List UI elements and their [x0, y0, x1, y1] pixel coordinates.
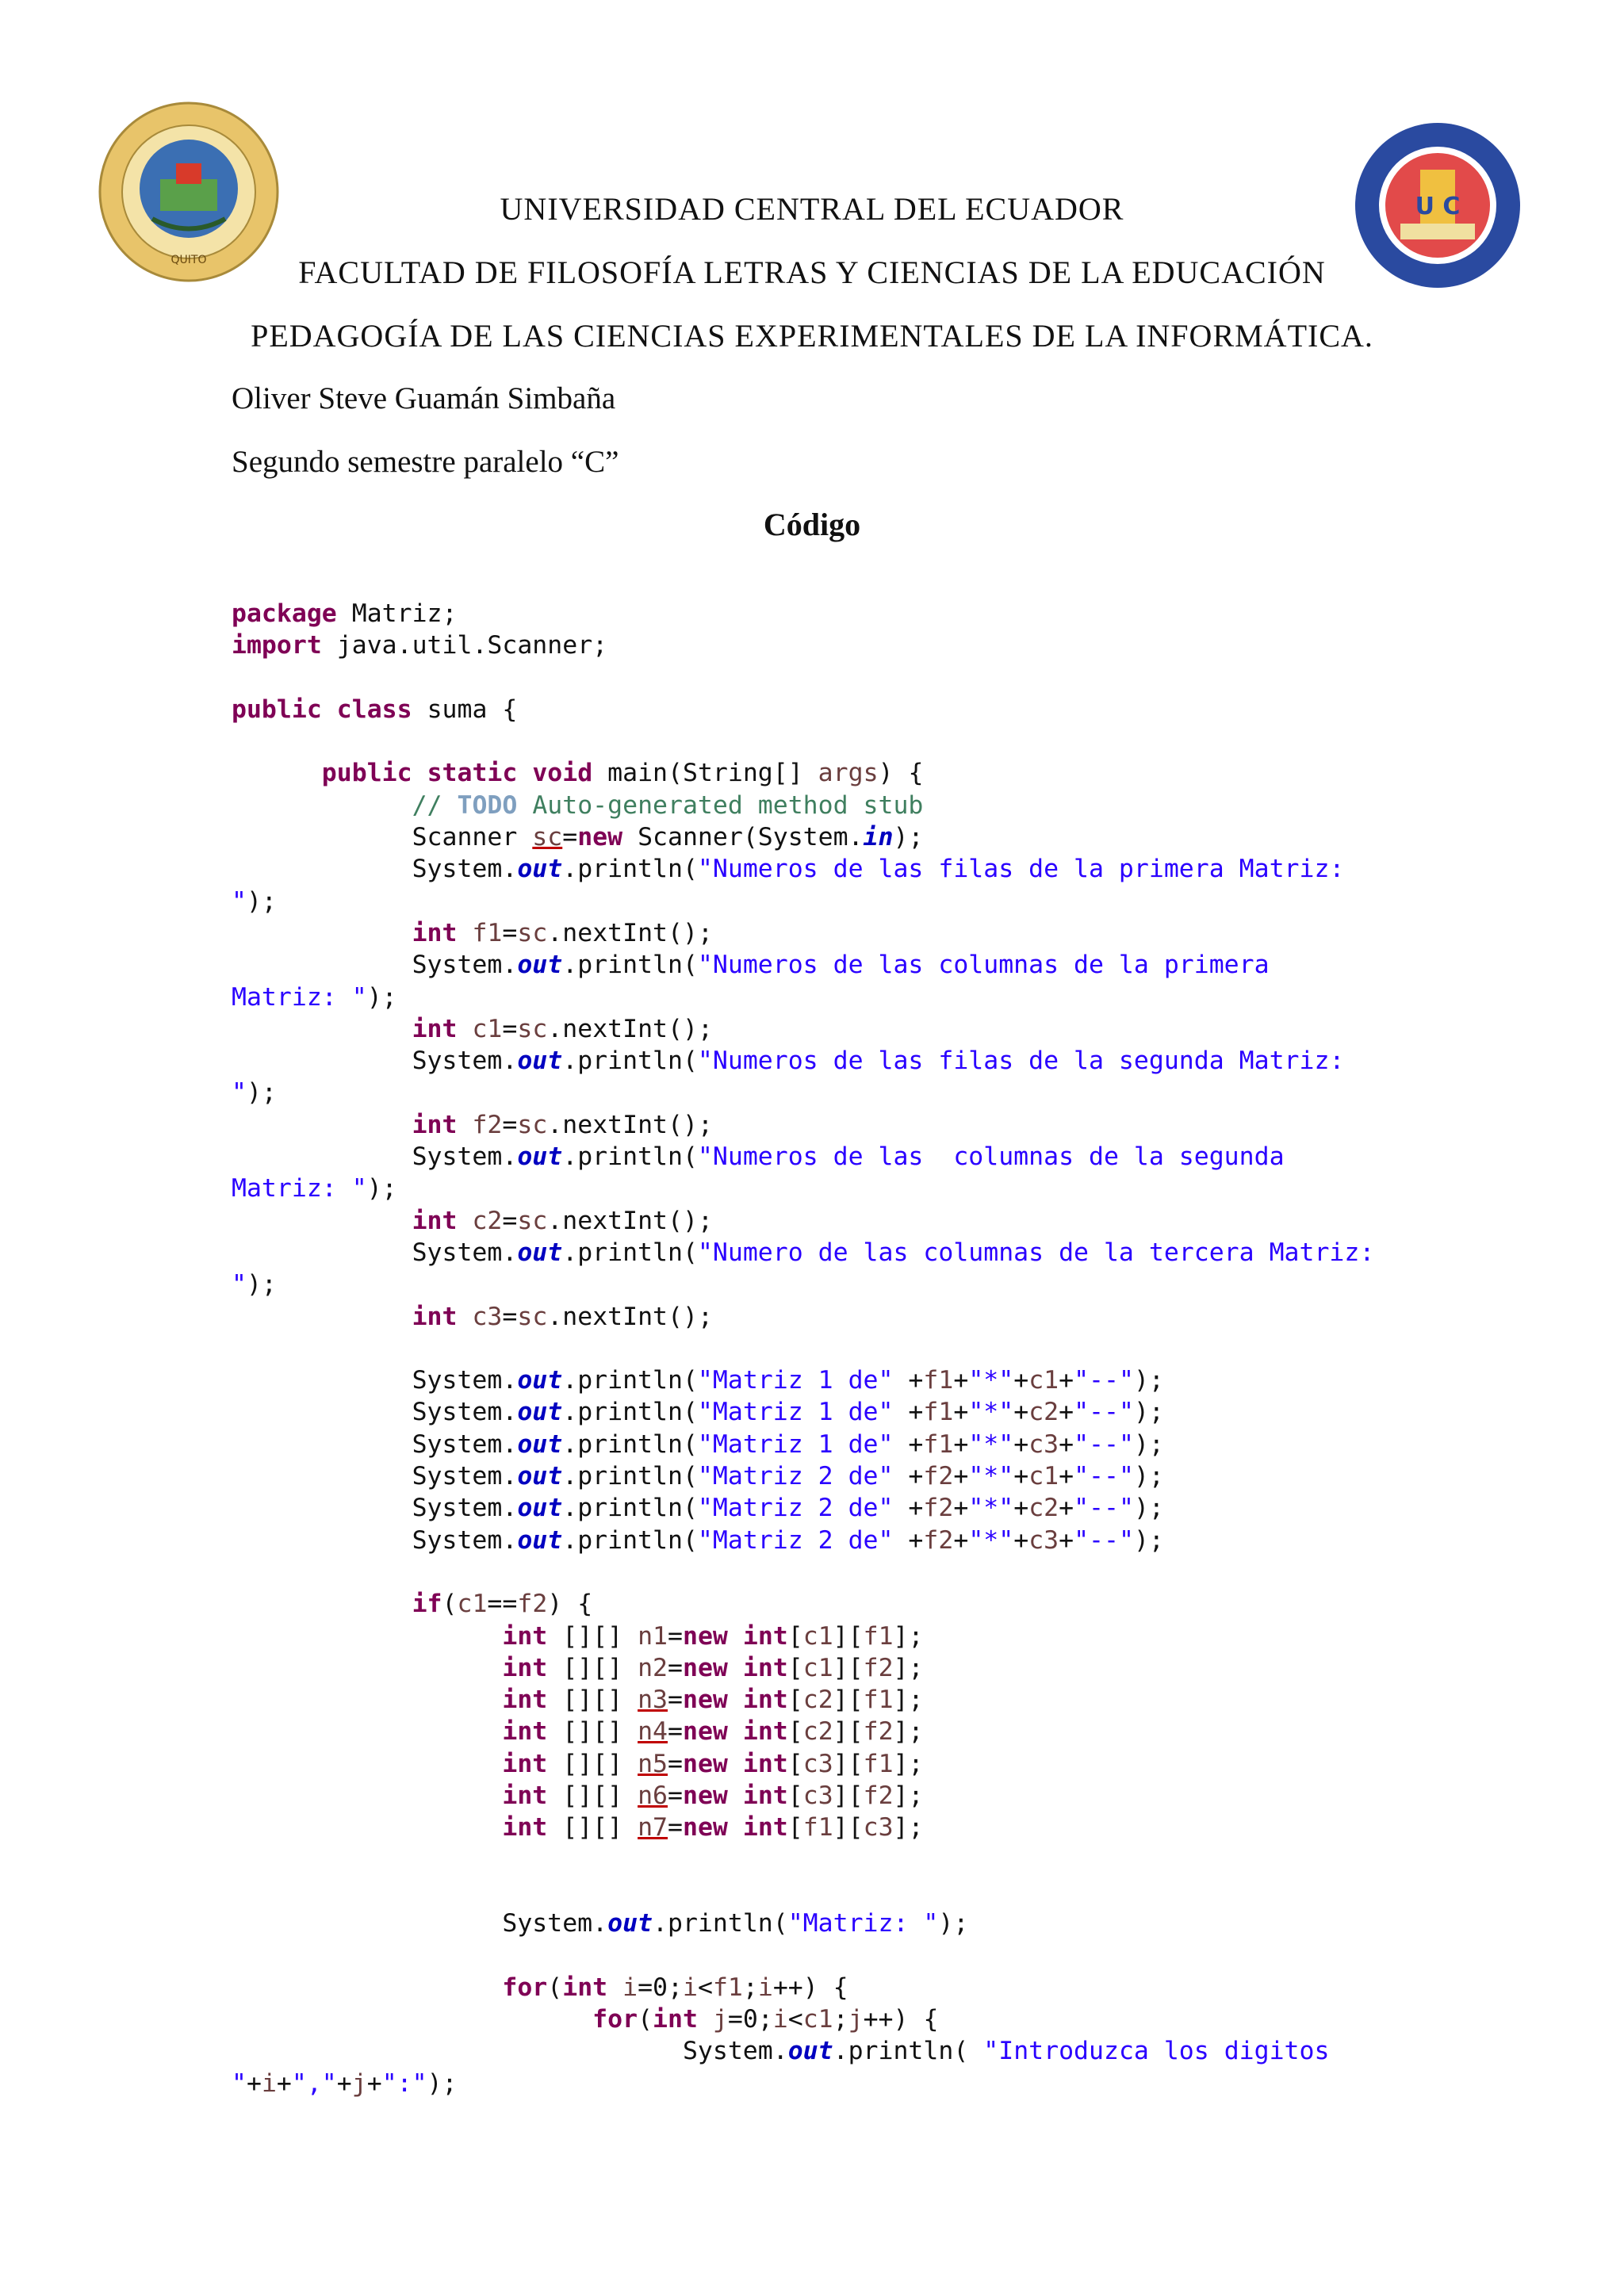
code-line: int [][] n7=new int[f1][c3];: [502, 1813, 924, 1843]
code-line: System.out.println("Matriz: ");: [232, 1909, 969, 1938]
code-line: int c3=sc.nextInt();: [412, 1302, 713, 1331]
code-line: [232, 1844, 1374, 1876]
code-line: System.out.println("Numeros de las filas de la segunda Matriz:: [232, 1047, 1345, 1076]
code-line: for(int i=0;i<f1;i++) {: [502, 1973, 848, 2002]
code-line: int [][] n6=new int[c3][f2];: [502, 1781, 924, 1810]
code-line: ");: [232, 1078, 277, 1108]
code-line: // TODO Auto-generated method stub: [412, 790, 924, 820]
code-line: int [][] n1=new int[c1][f1];: [502, 1621, 924, 1651]
code-line: int c2=sc.nextInt();: [412, 1206, 713, 1235]
code-line: ");: [232, 886, 277, 916]
code-line: [232, 725, 1374, 757]
code-line: int [][] n2=new int[c1][f2];: [502, 1653, 924, 1682]
svg-text:U C: U C: [1415, 193, 1461, 220]
code-line: public static void main(String[] args) {: [321, 759, 924, 788]
svg-text:QUITO: QUITO: [170, 254, 207, 266]
code-line: if(c1==f2) {: [412, 1590, 593, 1619]
code-line: System.out.println("Matriz 1 de" +f1+"*"+c1+"--");: [232, 1366, 1164, 1395]
code-line: System.out.println("Numeros de las columnas de la segunda: [232, 1142, 1285, 1172]
code-line: int [][] n3=new int[c2][f1];: [502, 1686, 924, 1715]
university-name: UNIVERSIDAD CENTRAL DEL ECUADOR: [500, 191, 1124, 227]
code-line: Matriz: ");: [232, 982, 397, 1012]
code-line: Scanner sc=new Scanner(System.in);: [232, 823, 924, 852]
code-line: System.out.println("Matriz 2 de" +f2+"*"+c1+"--");: [232, 1462, 1164, 1491]
code-line: [232, 1556, 1374, 1588]
code-line: int [][] n4=new int[c2][f2];: [502, 1717, 924, 1747]
code-line: Matriz: ");: [232, 1174, 397, 1203]
code-line: [232, 662, 1374, 694]
semester-info: Segundo semestre paralelo “C”: [232, 445, 619, 479]
code-line: [232, 1333, 1374, 1364]
code-line: int f1=sc.nextInt();: [412, 918, 713, 947]
code-line: public class suma {: [232, 695, 518, 724]
code-line: package Matriz;: [232, 599, 458, 628]
code-line: System.out.println("Numero de las columnas de la tercera Matriz:: [232, 1238, 1375, 1267]
code-line: System.out.println("Matriz 1 de" +f1+"*"+c2+"--");: [232, 1398, 1164, 1427]
code-line: System.out.println("Matriz 2 de" +f2+"*"+c2+"--");: [232, 1494, 1164, 1523]
code-line: import java.util.Scanner;: [232, 631, 608, 660]
author-name: Oliver Steve Guamán Simbaña: [232, 381, 616, 415]
code-line: [232, 1876, 1374, 1908]
code-line: ");: [232, 1270, 277, 1299]
section-title: Código: [763, 507, 861, 542]
code-line: int f2=sc.nextInt();: [412, 1110, 713, 1139]
code-line: System.out.println( "Introduzca los digitos: [232, 2037, 1330, 2066]
career-name: PEDAGOGÍA DE LAS CIENCIAS EXPERIMENTALES DE LA INFORMÁTICA.: [251, 318, 1373, 354]
code-line: System.out.println("Numeros de las columnas de la primera: [232, 951, 1270, 980]
code-line: for(int j=0;i<c1;j++) {: [592, 2005, 939, 2034]
code-line: System.out.println("Matriz 2 de" +f2+"*"+c3+"--");: [232, 1525, 1164, 1555]
code-block: [232, 598, 1374, 2099]
code-line: System.out.println("Numeros de las filas de la primera Matriz:: [232, 855, 1345, 884]
faculty-name: FACULTAD DE FILOSOFÍA LETRAS Y CIENCIAS DE LA EDUCACIÓN: [298, 254, 1326, 290]
code-line: [232, 1939, 1374, 1971]
code-line: int [][] n5=new int[c3][f1];: [502, 1749, 924, 1778]
code-line: "+i+","+j+":");: [232, 2068, 458, 2098]
code-line: int c1=sc.nextInt();: [412, 1014, 713, 1043]
code-line: System.out.println("Matriz 1 de" +f1+"*"+c3+"--");: [232, 1429, 1164, 1459]
